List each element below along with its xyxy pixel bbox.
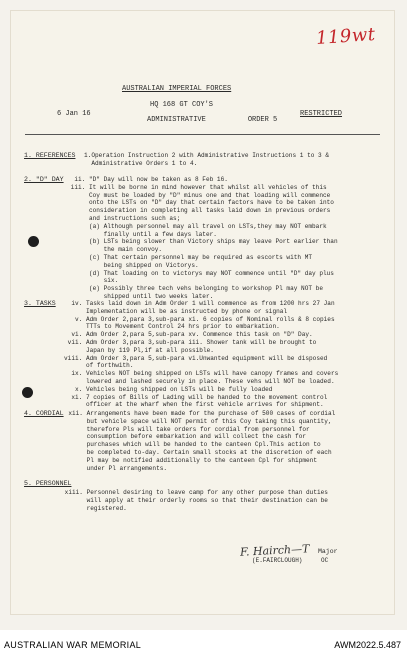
signatory-role: OC [321,557,329,564]
archive-reference: AWM2022.5.487 [334,640,401,650]
section-text-tasks: iv. Tasks laid down in Adm Order 1 will commence as from 1200 hrs 27 Jan Implementation will be as instructed by phone or signal v. Adm Order 2,para 3,sub-para xi. 6 copies of Nominal rolls & 8 copies TTTs to Movement Control 24 hrs prior to embarkation. vi. Adm Order 2,para 5,sub-para xv. Commence this task on "D" Day. vii. Adm Order 3,para 3,sub-para iii. Shower tank will be brought to Japan by 119 Pl,if at all possible. viii. Adm Order 3,para 5,sub-para vi.Unwanted equipment will be disposed of forthwith. ix. Vehicles NOT being shipped on LSTs will have canopy frames and covers lowered and lashed securely in place. These vehs will NOT be loaded. x. Vehicles being shipped on LSTs will be fully loaded xi. 7 copies of Bills of Lading will be handed to the movement control officer at the wharf when the first vehicle arrives for shipment. [64,300,339,409]
section-heading-d-day: 2. "D" DAY [24,176,64,183]
document-title: AUSTRALIAN IMPERIAL FORCES [122,85,232,93]
signatory-name: (E.FAIRCLOUGH) [252,557,303,564]
unit-heading: HQ 168 GT COY'S [150,101,214,109]
signatory-rank: Major [318,548,338,555]
section-heading-references: 1. REFERENCES [24,152,76,159]
section-text-d-day: ii. "D" Day will now be taken as 8 Feb 16. iii. It will be borne in mind however that whilst all vehicles of this Coy must be loaded by "D" minus one and that loading will commence onto the LSTs on "D" day that certain factors have to be taken into consideration in completing all tasks laid down in previous orders and instructions such as; (a) Although personnel may all travel on LSTs,they may NOT embark finally until a few days later. (b) LSTs being slower than Victory ships may leave Port earlier than the main convoy. (c) That certain personnel may be required as escorts with MT being shipped on Victorys. (d) That loading on to victorys may NOT commence until "D" day plus six. (e) Possibly three tech vehs belonging to workshop Pl may NOT be shipped until two weeks later. [70,176,338,300]
archive-source: AUSTRALIAN WAR MEMORIAL [4,640,142,650]
section-text-personnel: xiii. Personnel desiring to leave camp for any other purpose than duties will apply at their orderly rooms so that their destination can be registered. [64,489,328,512]
section-text-references: 1.Operation Instruction 2 with Administrative Instructions 1 to 3 & Administrative Orders 1 to 4. [84,152,330,167]
header-divider [25,134,380,135]
section-heading-personnel: 5. PERSONNEL [24,480,72,487]
classification-marking: RESTRICTED [300,110,343,118]
punch-hole-top [28,236,39,247]
section-text-cordial: xii. Arrangements have been made for the purchase of 500 cases of cordial but vehicle space will NOT permit of this Coy taking this quantity, therefore Pls will take orders for cordial from personnel for consumption before embarkation and will collect the cash for purchases which will be handed to the canteen Cpl.This action to be completed to-day. Certain small stocks at the discretion of each Pl may be notified additionally to the canteen Cpl for shipment under Pl arrangements. [68,410,336,472]
section-heading-tasks: 3. TASKS [24,300,56,307]
section-heading-cordial: 4. CORDIAL [24,410,64,417]
handwritten-reference: 119wt [315,23,377,50]
punch-hole-bottom [22,387,33,398]
document-date: 6 Jan 16 [57,110,91,118]
handwritten-signature: F. Hairch—T [239,542,310,559]
order-title: ADMINISTRATIVE ORDER 5 [147,116,278,124]
